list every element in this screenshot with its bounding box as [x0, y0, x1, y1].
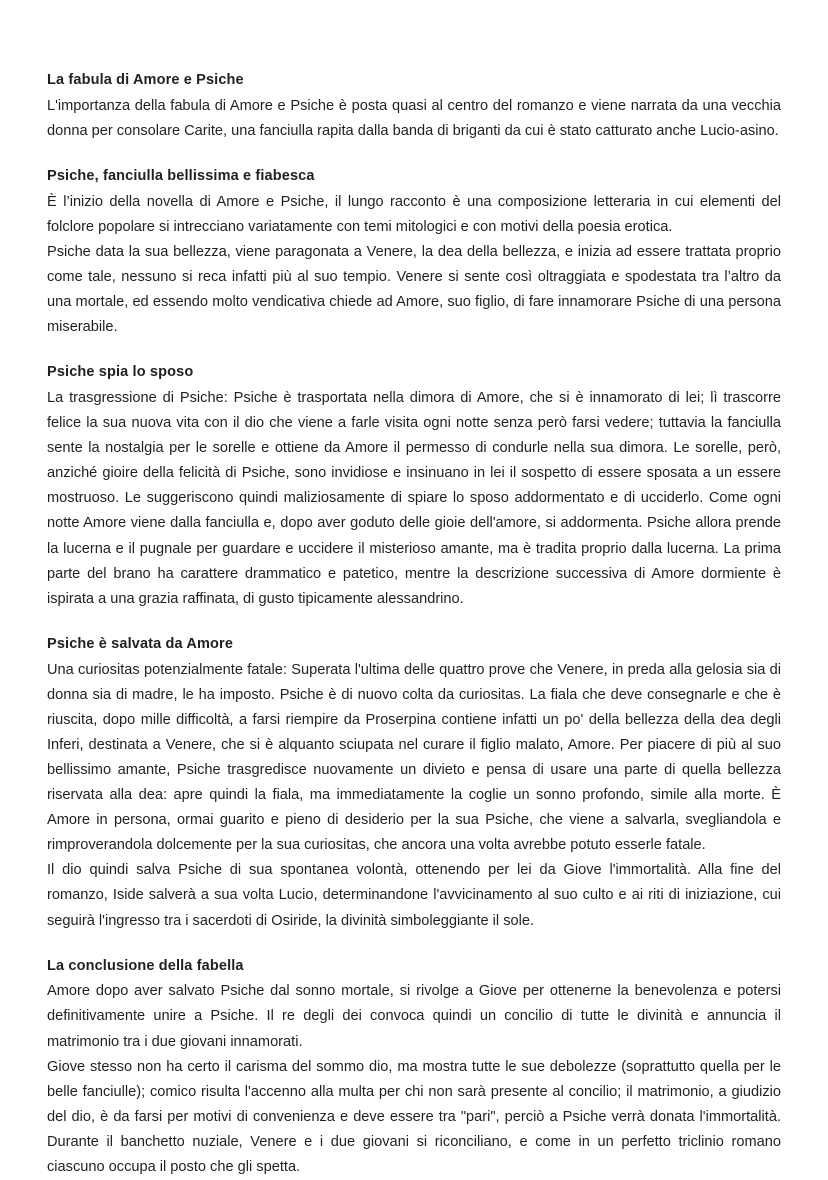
paragraph: La trasgressione di Psiche: Psiche è trasportata nella dimora di Amore, che si è innamorato di lei; lì trascorre felice la sua nuova vita con il dio che viene a farle visita ogni notte senza però farsi vedere; tuttavia la fanciulla sente la nostalgia per le sorelle e ottiene da Amore il permesso di condurle nella sua dimora. Le sorelle, però, anziché gioire della felicità di Psiche, sono invidiose e insinuano in lei il sospetto di essere sposata a un essere mostruoso. Le suggeriscono quindi maliziosamente di spiare lo sposo addormentato e di ucciderlo. Come ogni notte Amore viene dalla fanciulla e, dopo aver goduto delle gioie dell'amore, si addormenta. Psiche allora prende la lucerna e il pugnale per guardare e uccidere il misterioso amante, ma è tradita proprio dalla lucerna. La prima parte del brano ha carattere drammatico e patetico, mentre la descrizione successiva di Amore dormiente è ispirata a una grazia raffinata, di gusto tipicamente alessandrino. [47, 390, 781, 607]
section-heading: Psiche spia lo sposo [47, 364, 194, 381]
section-heading: Psiche è salvata da Amore [47, 635, 234, 652]
paragraph: Giove stesso non ha certo il carisma del sommo dio, ma mostra tutte le sue debolezze (soprattutto quella per le belle fanciulle); comico risulta l'accenno alla multa per chi non sarà presente al concilio; il matrimonio, a giudizio del dio, è da farsi per motivi di convenienza e deve essere tra "pari", perciò a Psiche verrà donata l'immortalità. Durante il banchetto nuziale, Venere e i due giovani si riconciliano, e come in un perfetto triclinio romano ciascuno occupa il posto che gli spetta. [47, 1058, 781, 1176]
section-psiche-fanciulla-bellissima-e-fiabesca [47, 166, 781, 340]
section-la-fabula-di-amore-e-psiche [47, 70, 781, 144]
section-heading: Psiche, fanciulla bellissima e fiabesca [47, 167, 315, 184]
section-heading: La conclusione della fabella [47, 957, 244, 974]
page-title: La fabula di Amore e Psiche [47, 72, 244, 88]
section-psiche-e-salvata-da-amore [47, 634, 781, 934]
paragraph: Una curiositas potenzialmente fatale: Superata l'ultima delle quattro prove che Venere, in preda alla gelosia sia di donna sia di madre, le ha imposto. Psiche è di nuovo colta da curiositas. La fiala che deve consegnarle e che è riuscita, dopo mille difficoltà, a farsi riempire da Proserpina contiene infatti un po' della bellezza della dea degli Inferi, destinata a Venere, che si è alquanto sciupata nel curare il figlio malato, Amore. Per piacere di più al suo bellissimo amante, Psiche trasgredisce nuovamente un divieto e pensa di usare una parte di quella bellezza riservata alla dea: apre quindi la fiala, ma immediatamente la coglie un sonno profondo, simile alla morte. È Amore in persona, ormai guarito e pieno di desiderio per la sua Psiche, che viene a salvarla, svegliandola e rimproverandola dolcemente per la sua curiositas, che ancora una volta avrebbe potuto esserle fatale. [47, 661, 781, 854]
section-la-conclusione-della-fabella [47, 956, 781, 1180]
paragraph: Amore dopo aver salvato Psiche dal sonno mortale, si rivolge a Giove per ottenerne la benevolenza e potersi definitivamente unire a Psiche. Il re degli dei convoca quindi un concilio di tutte le divinità e annuncia il matrimonio tra i due giovani innamorati. [47, 983, 781, 1050]
section-psiche-spia-lo-sposo [47, 362, 781, 612]
document-body [47, 70, 781, 1180]
paragraph: L'importanza della fabula di Amore e Psiche è posta quasi al centro del romanzo e viene narrata da una vecchia donna per consolare Carite, una fanciulla rapita dalla banda di briganti da cui è stato catturato anche Lucio-asino. [47, 97, 781, 139]
paragraph: Psiche data la sua bellezza, viene paragonata a Venere, la dea della bellezza, e inizia ad essere trattata proprio come tale, nessuno si reca infatti più al suo tempio. Venere si sente così oltraggiata e spodestata tra l’altro da una mortale, ed essendo molto vendicativa chiede ad Amore, suo figlio, di fare innamorare Psiche di una persona miserabile. [47, 243, 781, 336]
paragraph: È l’inizio della novella di Amore e Psiche, il lungo racconto è una composizione letteraria in cui elementi del folclore popolare si intrecciano variatamente con temi mitologici e con motivi della poesia erotica. [47, 193, 781, 235]
paragraph: Il dio quindi salva Psiche di sua spontanea volontà, ottenendo per lei da Giove l'immortalità. Alla fine del romanzo, Iside salverà a sua volta Lucio, determinandone l'avvicinamento al suo culto e ai riti di iniziazione, cui seguirà l'ingresso tra i sacerdoti di Osiride, la divinità simboleggiante il sole. [47, 862, 781, 929]
